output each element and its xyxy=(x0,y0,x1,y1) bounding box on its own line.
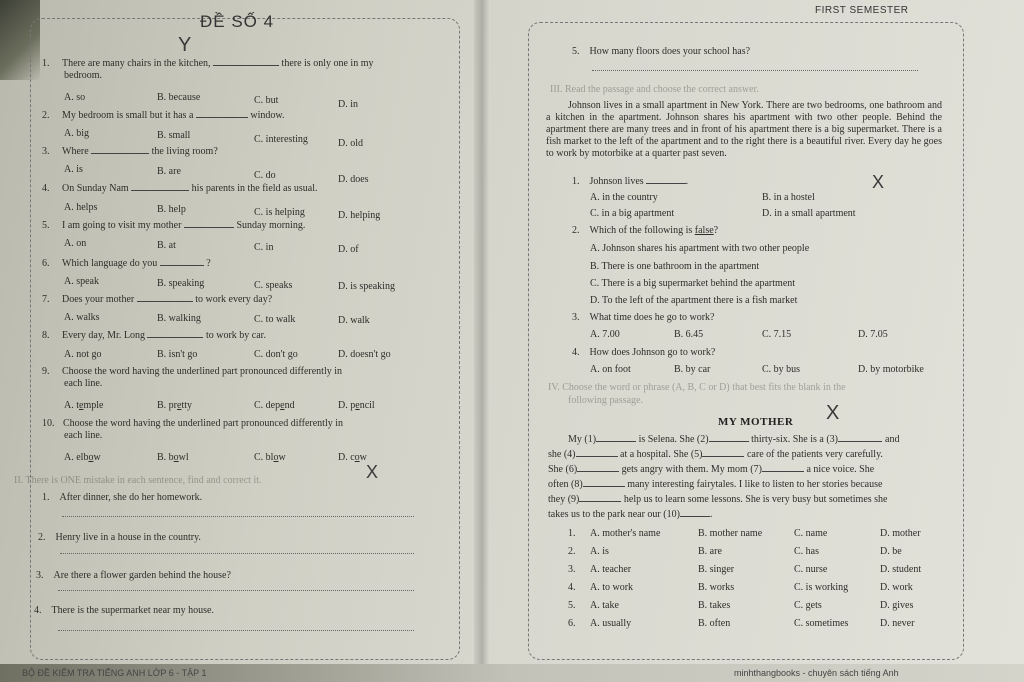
reading-q3: 3. What time does he go to work? xyxy=(572,312,715,323)
mistake-3: 3. Are there a flower garden behind the house? xyxy=(36,570,231,581)
option-d: D. 7.05 xyxy=(858,329,888,340)
question-stem: My bedroom is small but it has a xyxy=(62,110,194,121)
footer-left: BỘ ĐỀ KIỂM TRA TIẾNG ANH LỚP 6 - TẬP 1 xyxy=(22,668,207,678)
option-d: D. by motorbike xyxy=(858,364,924,375)
question-stem: his parents in the field as usual. xyxy=(191,183,318,194)
option-c: C. in xyxy=(254,242,274,253)
option-a: A. teacher xyxy=(590,564,632,575)
question-stem: Choose the word having the underlined part pronounced differently in xyxy=(62,366,343,377)
option-c: C. interesting xyxy=(254,134,308,145)
row-num: 3. xyxy=(568,564,576,575)
question-stem: Which language do you xyxy=(62,258,158,269)
option-b: B. in a hostel xyxy=(762,192,815,203)
answer-line xyxy=(58,630,414,631)
option-b: B. because xyxy=(157,92,201,103)
cross-mark: X xyxy=(366,462,379,482)
cloze-line-4: often (8) many interesting fairytales. I like to listen to her stories because xyxy=(548,479,883,490)
question-stem: I am going to visit my mother xyxy=(62,220,182,231)
footer-right: minhthangbooks - chuyên sách tiếng Anh xyxy=(734,668,899,678)
row-num: 2. xyxy=(568,546,576,557)
option-c: C. but xyxy=(254,95,279,106)
option-a: A. is xyxy=(64,164,83,175)
option-a: A. not go xyxy=(64,349,102,360)
question-7 xyxy=(42,294,272,306)
check-mark: Y xyxy=(178,34,192,56)
option-d: D. is speaking xyxy=(338,281,395,292)
reading-q4: 4. How does Johnson go to work? xyxy=(572,347,716,358)
answer-line xyxy=(58,590,414,591)
question-number: 10. xyxy=(42,418,55,429)
option-c: C. sometimes xyxy=(794,618,849,629)
option-a: A. 7.00 xyxy=(590,329,620,340)
option-a: A. walks xyxy=(64,312,100,323)
option-b: B. works xyxy=(698,582,735,593)
option-a: A. to work xyxy=(590,582,634,593)
question-number: 7. xyxy=(42,294,50,305)
section-2-instruction: II. There is ONE mistake in each sentence, find and correct it. xyxy=(14,475,262,486)
reading-q2: 2. Which of the following is false? xyxy=(572,225,719,236)
option-b: B. bowl xyxy=(157,452,189,463)
option-c: C. is working xyxy=(794,582,849,593)
option-c: C. in a big apartment xyxy=(590,208,675,219)
option-a: A. take xyxy=(590,600,619,611)
option-b: B. There is one bathroom in the apartment xyxy=(590,261,760,272)
answer-blank xyxy=(184,227,234,228)
question-stem: there is only one in my xyxy=(281,58,374,69)
question-stem: There are many chairs in the kitchen, xyxy=(62,58,211,69)
option-c: C. to walk xyxy=(254,314,296,325)
reading-passage: Johnson lives in a small apartment in New York. There are two bedrooms, one bathroom and a kitchen in the apartment. Johnson shares his apartment with two other people. Behind the apartment there are many trees and in front of his apartment there is a big supermarket. There is a fish market to the left of the apartment and to the right there is a beautiful river. Every day he goes to work by motorbike at a quarter past seven. xyxy=(546,100,942,159)
option-b: B. walking xyxy=(157,313,201,324)
question-3 xyxy=(42,146,218,158)
answer-line xyxy=(592,70,918,71)
answer-line xyxy=(62,516,414,517)
option-d: D. student xyxy=(880,564,922,575)
question-stem: On Sunday Nam xyxy=(62,183,129,194)
option-a: A. is xyxy=(590,546,609,557)
mistake-1: 1. After dinner, she do her homework. xyxy=(42,492,203,503)
question-5 xyxy=(42,220,305,232)
option-c: C. is helping xyxy=(254,207,305,218)
option-d: D. in xyxy=(338,99,358,110)
option-d: D. of xyxy=(338,244,359,255)
answer-line xyxy=(60,553,414,554)
option-d: D. be xyxy=(880,546,902,557)
section-4-instruction-cont: following passage. xyxy=(568,395,643,406)
option-a: A. in the country xyxy=(590,192,658,203)
option-a: A. big xyxy=(64,128,89,139)
answer-blank xyxy=(196,117,248,118)
option-c: C. There is a big supermarket behind the apartment xyxy=(590,278,796,289)
option-c: C. don't go xyxy=(254,349,298,360)
option-c: C. nurse xyxy=(794,564,828,575)
option-b: B. mother name xyxy=(698,528,763,539)
answer-blank xyxy=(147,337,203,338)
option-d: D. To the left of the apartment there is a fish market xyxy=(590,295,798,306)
option-a: A. so xyxy=(64,92,86,103)
option-b: B. by car xyxy=(674,364,711,375)
option-c: C. gets xyxy=(794,600,822,611)
answer-blank xyxy=(213,65,279,66)
option-d: D. never xyxy=(880,618,915,629)
option-c: C. 7.15 xyxy=(762,329,792,340)
cloze-line-1: My (1) is Selena. She (2) thirty-six. She is a (3) and xyxy=(568,434,900,445)
question-stem: Sunday morning. xyxy=(236,220,306,231)
row-num: 6. xyxy=(568,618,576,629)
question-stem: Does your mother xyxy=(62,294,135,305)
question-number: 8. xyxy=(42,330,50,341)
question-stem: ? xyxy=(206,258,211,269)
option-d: D. work xyxy=(880,582,913,593)
option-d: D. old xyxy=(338,138,363,149)
answer-blank xyxy=(137,301,193,302)
option-b: B. speaking xyxy=(157,278,205,289)
option-c: C. do xyxy=(254,170,276,181)
question-number: 4. xyxy=(42,183,50,194)
option-d: D. does xyxy=(338,174,369,185)
mistake-2: 2. Henry live in a house in the country. xyxy=(38,532,201,543)
option-d: D. pencil xyxy=(338,400,375,411)
question-stem: to work every day? xyxy=(195,294,273,305)
question-stem: window. xyxy=(250,110,285,121)
option-a: A. mother's name xyxy=(590,528,661,539)
answer-blank xyxy=(91,153,149,154)
option-c: C. has xyxy=(794,546,819,557)
option-b: B. at xyxy=(157,240,176,251)
option-b: B. are xyxy=(157,166,181,177)
option-a: A. Johnson shares his apartment with two other people xyxy=(590,243,810,254)
semester-header: FIRST SEMESTER xyxy=(815,5,909,16)
option-c: C. name xyxy=(794,528,828,539)
option-b: B. small xyxy=(157,130,191,141)
question-10 xyxy=(42,418,343,430)
cross-mark: X xyxy=(872,172,885,192)
option-d: D. gives xyxy=(880,600,914,611)
row-num: 1. xyxy=(568,528,576,539)
option-a: A. speak xyxy=(64,276,99,287)
page-title: ĐỀ SỐ 4 xyxy=(200,12,275,31)
question-6 xyxy=(42,258,211,270)
question-1-cont: bedroom. xyxy=(64,70,103,81)
mistake-4: 4. There is the supermarket near my house. xyxy=(34,605,214,616)
question-stem: to work by car. xyxy=(205,330,266,341)
cross-mark: X xyxy=(826,402,840,424)
row-num: 4. xyxy=(568,582,576,593)
reading-q1: 1. Johnson lives . xyxy=(572,176,689,187)
option-d: D. helping xyxy=(338,210,381,221)
option-a: A. on foot xyxy=(590,364,631,375)
option-c: C. by bus xyxy=(762,364,801,375)
cloze-line-6: takes us to the park near our (10) . xyxy=(548,509,713,520)
option-b: B. are xyxy=(698,546,722,557)
question-number: 2. xyxy=(42,110,50,121)
question-stem: the living room? xyxy=(151,146,218,157)
option-a: A. on xyxy=(64,238,87,249)
option-a: A. helps xyxy=(64,202,98,213)
option-d: D. cow xyxy=(338,452,367,463)
cloze-line-3: She (6) gets angry with them. My mom (7) a nice voice. She xyxy=(548,464,875,475)
option-d: D. doesn't go xyxy=(338,349,391,360)
option-a: A. elbow xyxy=(64,452,101,463)
question-number: 6. xyxy=(42,258,50,269)
question-2 xyxy=(42,110,284,122)
option-a: A. temple xyxy=(64,400,104,411)
option-c: C. speaks xyxy=(254,280,293,291)
answer-blank xyxy=(131,190,189,191)
option-a: A. usually xyxy=(590,618,632,629)
option-d: D. in a small apartment xyxy=(762,208,856,219)
option-b: B. 6.45 xyxy=(674,329,704,340)
row-num: 5. xyxy=(568,600,576,611)
question-stem: Every day, Mr. Long xyxy=(62,330,145,341)
option-b: B. often xyxy=(698,618,731,629)
option-d: D. mother xyxy=(880,528,921,539)
question-8 xyxy=(42,330,266,342)
question-number: 5. xyxy=(42,220,50,231)
answer-blank xyxy=(160,265,204,266)
question-number: 3. xyxy=(42,146,50,157)
page-fold xyxy=(474,0,490,682)
option-b: B. pretty xyxy=(157,400,193,411)
option-d: D. walk xyxy=(338,315,370,326)
question-9 xyxy=(42,366,342,378)
question-stem: Choose the word having the underlined part pronounced differently in xyxy=(63,418,344,429)
cloze-line-2: she (4) at a hospital. She (5) care of the patients very carefully. xyxy=(548,449,883,460)
option-b: B. help xyxy=(157,204,186,215)
question-stem: Where xyxy=(62,146,89,157)
option-c: C. blow xyxy=(254,452,286,463)
section-4-instruction: IV. Choose the word or phrase (A, B, C or D) that best fits the blank in the xyxy=(548,382,846,393)
question-4 xyxy=(42,183,317,195)
question-9-cont: each line. xyxy=(64,378,103,389)
question-number: 9. xyxy=(42,366,50,377)
my-mother-title: MY MOTHER xyxy=(718,416,794,428)
option-c: C. depend xyxy=(254,400,295,411)
option-b: B. takes xyxy=(698,600,731,611)
question-5-right: 5. How many floors does your school has? xyxy=(572,46,751,57)
section-3-instruction: III. Read the passage and choose the correct answer. xyxy=(550,84,759,95)
question-1 xyxy=(42,58,373,70)
cloze-line-5: they (9) help us to learn some lessons. She is very busy but sometimes she xyxy=(548,494,888,505)
question-number: 1. xyxy=(42,58,50,69)
option-b: B. isn't go xyxy=(157,349,198,360)
question-10-cont: each line. xyxy=(64,430,103,441)
option-b: B. singer xyxy=(698,564,735,575)
